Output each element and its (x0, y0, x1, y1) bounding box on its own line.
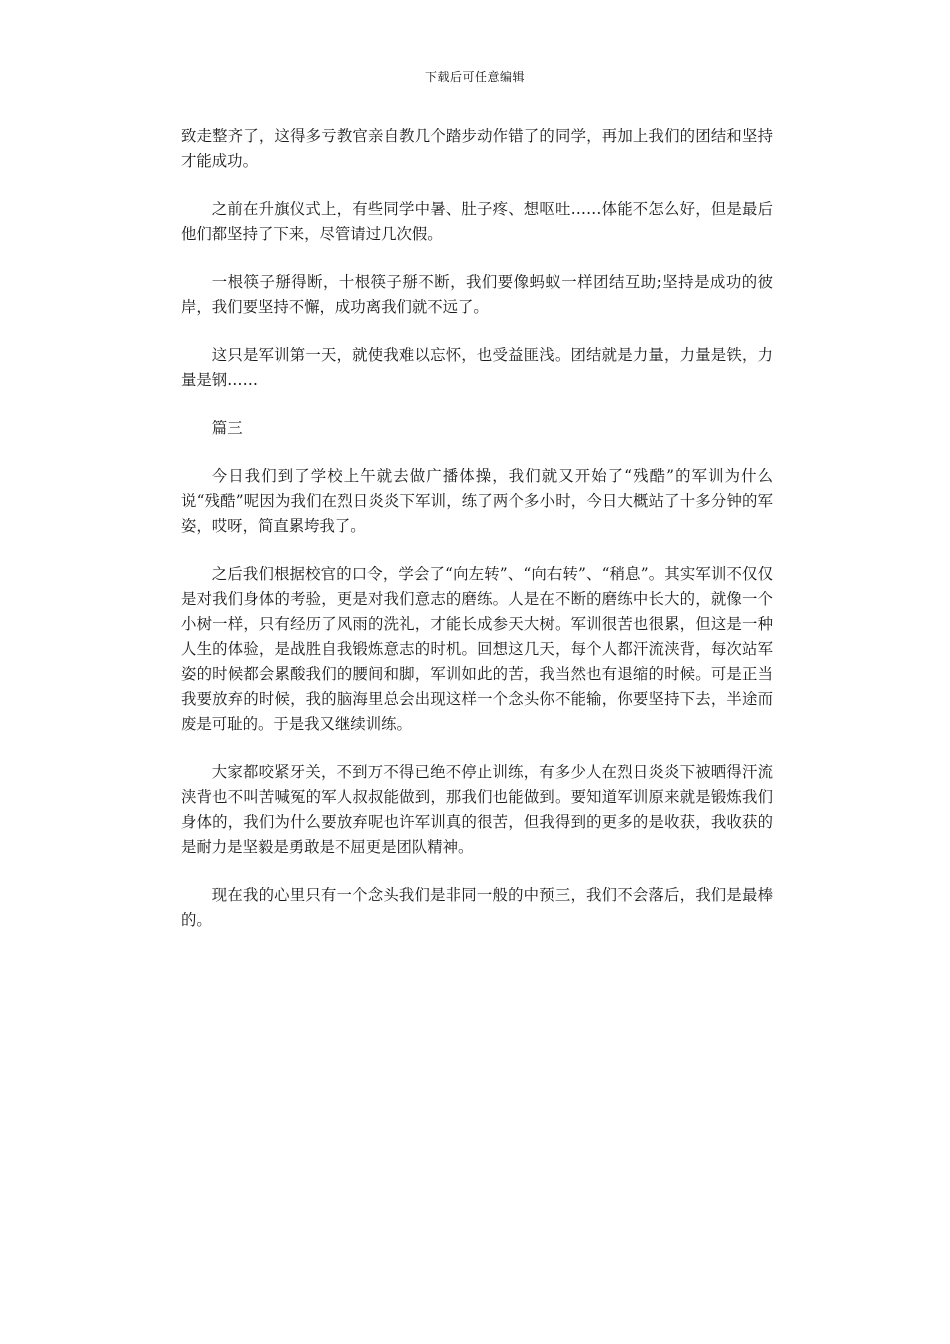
paragraph: 之前在升旗仪式上，有些同学中暑、肚子疼、想呕吐……体能不怎么好，但是最后他们都坚持了下来，尽管请过几次假。 (181, 200, 773, 243)
paragraph: 致走整齐了，这得多亏教官亲自教几个踏步动作错了的同学，再加上我们的团结和坚持才能成功。 (181, 127, 773, 170)
paragraph: 一根筷子掰得断，十根筷子掰不断，我们要像蚂蚁一样团结互助;坚持是成功的彼岸，我们要坚持不懈，成功离我们就不远了。 (181, 273, 773, 316)
paragraph: 大家都咬紧牙关，不到万不得已绝不停止训练，有多少人在烈日炎炎下被晒得汗流浃背也不叫苦喊冤的军人叔叔能做到，那我们也能做到。要知道军训原来就是锻炼我们身体的，我们为什么要放弃呢也许军训真的很苦，但我得到的更多的是收获，我收获的是耐力是坚毅是勇敢是不屈更是团队精神。 (181, 763, 773, 856)
document-body (181, 124, 773, 956)
paragraph: 现在我的心里只有一个念头我们是非同一般的中预三，我们不会落后，我们是最棒的。 (181, 886, 773, 929)
paragraph: 这只是军训第一天，就使我难以忘怀，也受益匪浅。团结就是力量，力量是铁，力量是钢…… (181, 346, 773, 389)
paragraph: 之后我们根据校官的口令，学会了“向左转”、“向右转”、“稍息”。其实军训不仅仅是对我们身体的考验，更是对我们意志的磨练。人是在不断的磨练中长大的，就像一个小树一样，只有经历了风雨的洗礼，才能长成参天大树。军训很苦也很累，但这是一种人生的体验，是战胜自我锻炼意志的时机。回想这几天，每个人都汗流浃背，每次站军姿的时候都会累酸我们的腰间和脚，军训如此的苦，我当然也有退缩的时候。可是正当我要放弃的时候，我的脑海里总会出现这样一个念头你不能输，你要坚持下去，半途而废是可耻的。于是我又继续训练。 (181, 565, 773, 733)
section-heading: 篇三 (211, 419, 243, 437)
paragraph: 今日我们到了学校上午就去做广播体操，我们就又开始了“残酷”的军训为什么说“残酷”呢因为我们在烈日炎炎下军训，练了两个多小时，今日大概站了十多分钟的军姿，哎呀，简直累垮我了。 (181, 467, 773, 535)
page-header: 下载后可任意编辑 (424, 70, 525, 84)
